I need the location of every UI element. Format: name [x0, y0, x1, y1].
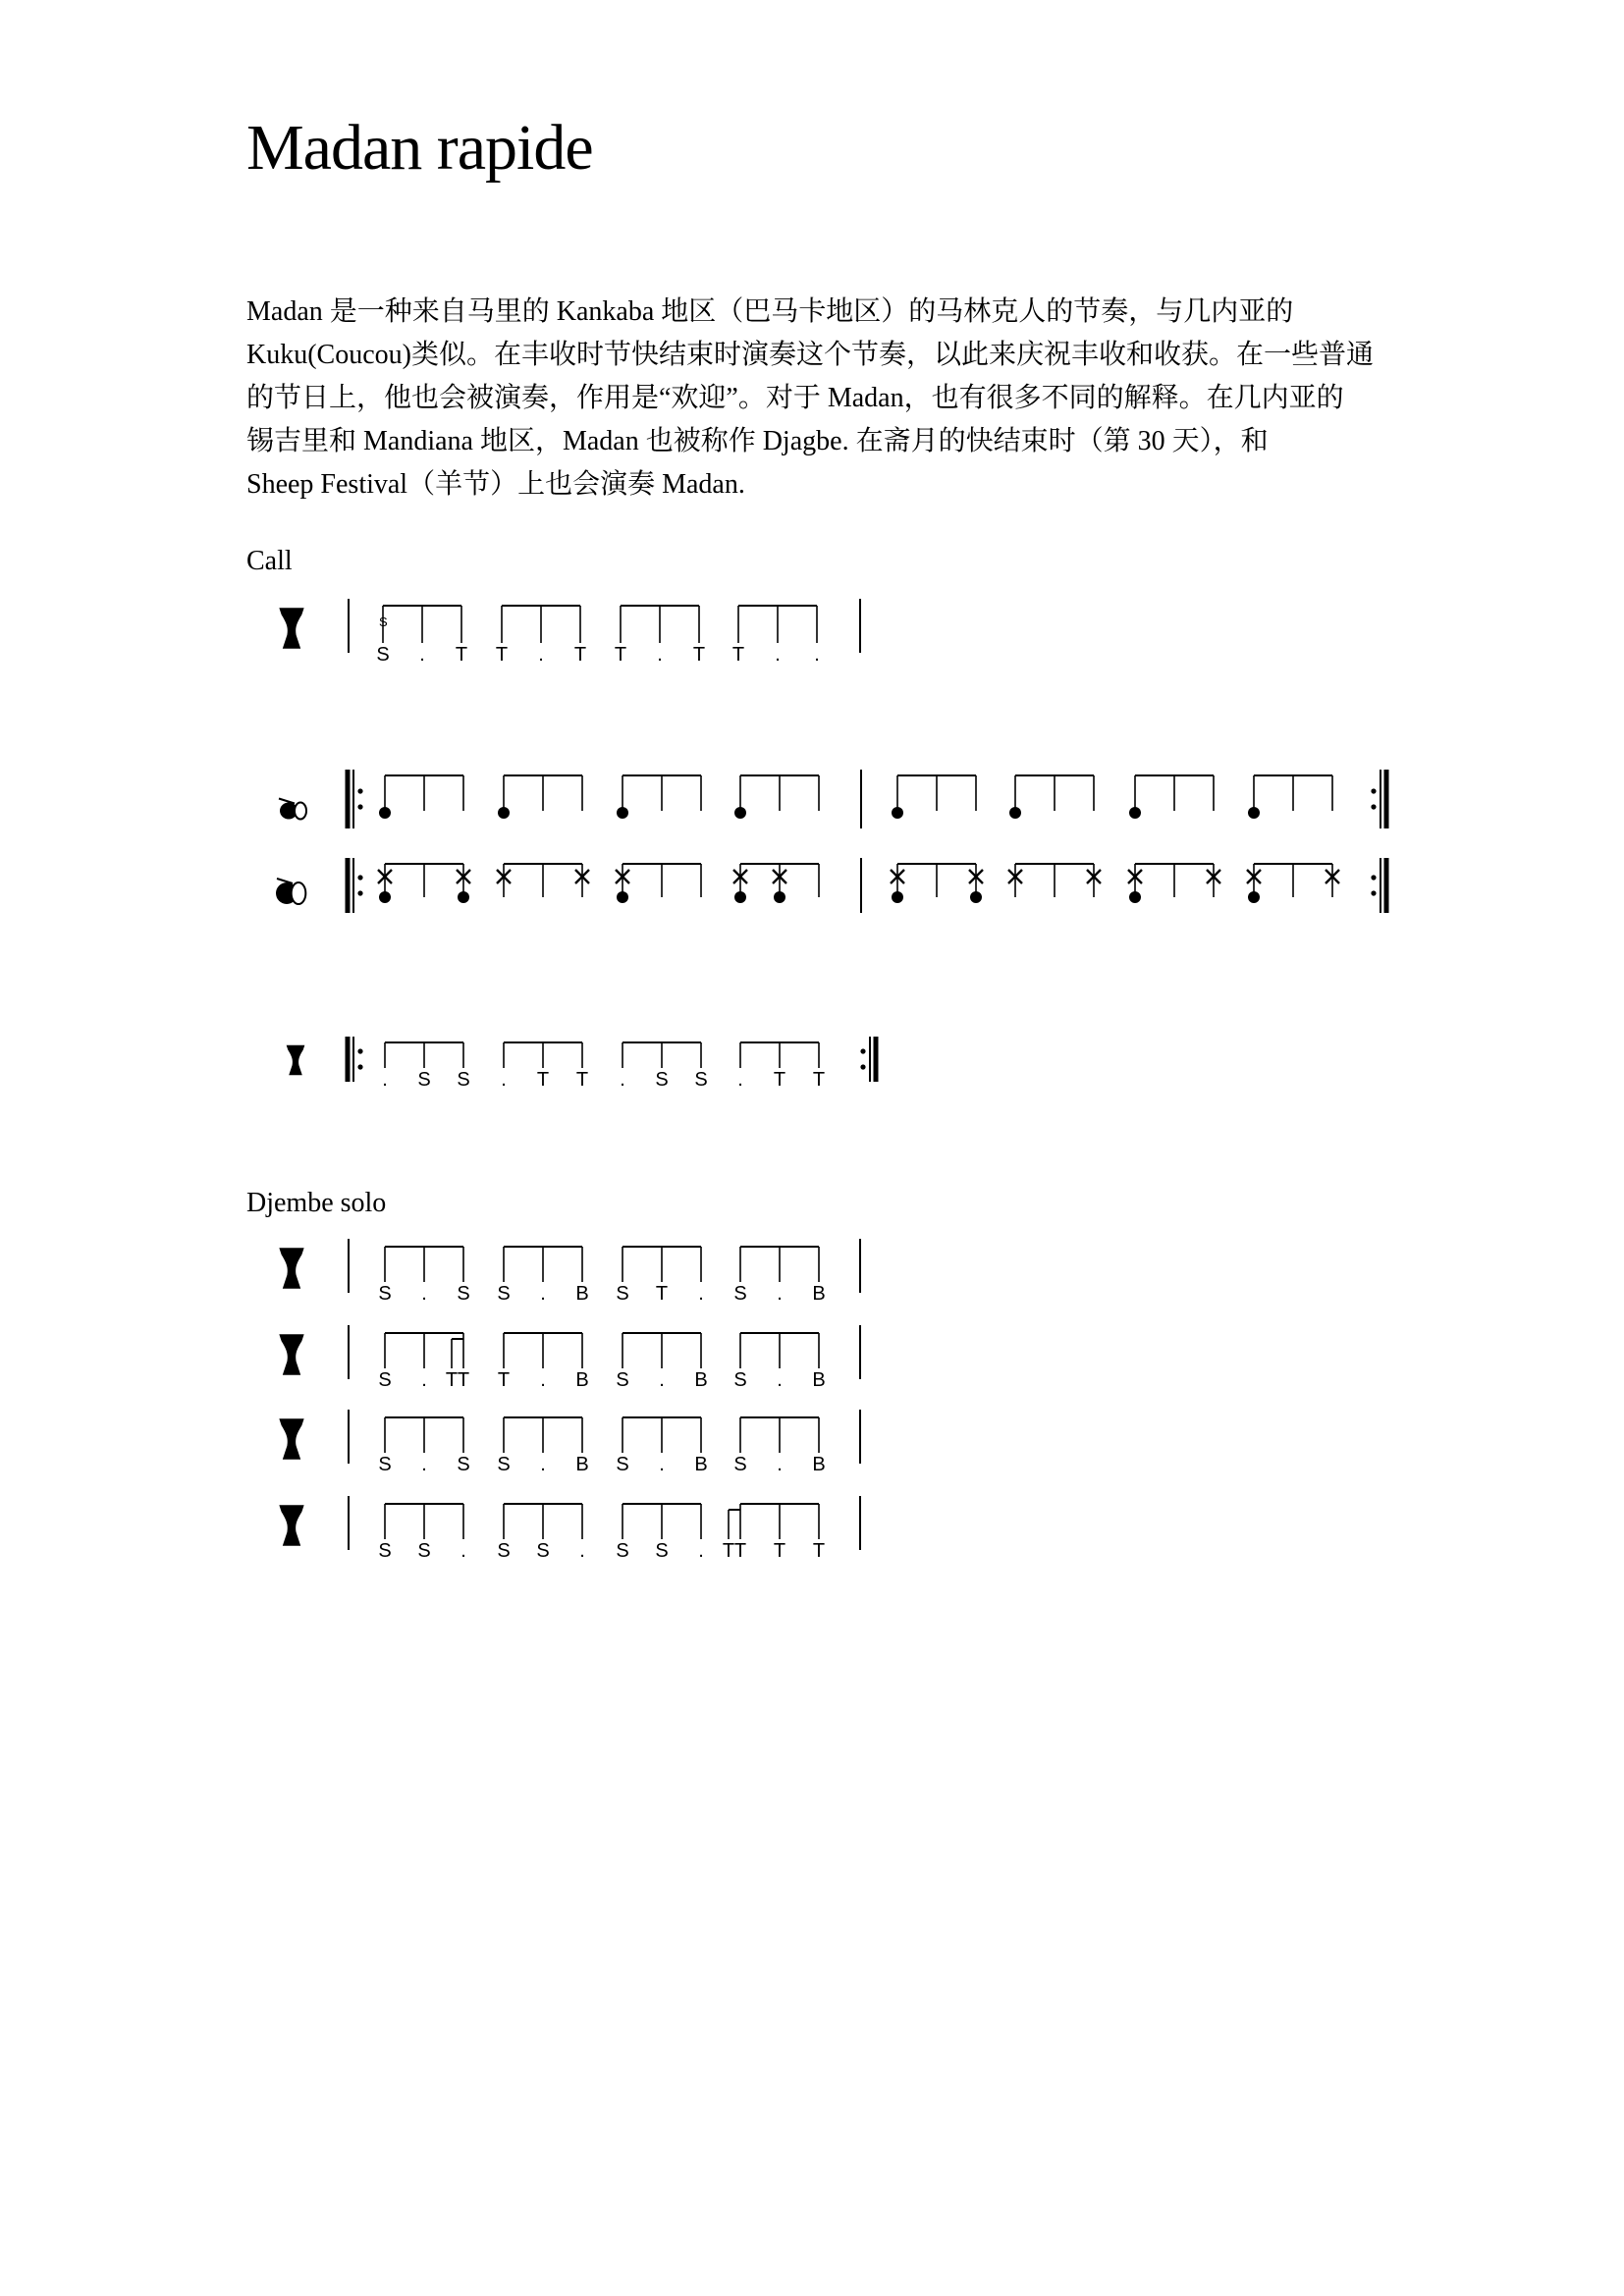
bell-stroke-dot: [498, 807, 510, 819]
djembe-solo-section-label: Djembe solo: [246, 1188, 387, 1218]
note-letter: B: [575, 1283, 589, 1305]
note-letter: S: [655, 1540, 669, 1562]
note-letter: S: [616, 1454, 629, 1475]
note-letter: T: [497, 1369, 511, 1391]
repeat-dot: [1371, 875, 1376, 880]
note-letter: S: [376, 644, 390, 666]
note-letter: S: [733, 1454, 747, 1475]
note-letter: B: [575, 1454, 589, 1475]
note-letter: T: [692, 644, 706, 666]
note-letter: S: [694, 1069, 708, 1091]
note-letter: S: [417, 1069, 431, 1091]
note-letter: T: [812, 1540, 826, 1562]
repeat-dot: [1371, 804, 1376, 809]
note-letter: S: [616, 1283, 629, 1305]
note-letter: T: [722, 1540, 735, 1562]
djembe-icon: [279, 1505, 303, 1545]
note-letter: .: [421, 1369, 427, 1391]
note-letter: S: [497, 1454, 511, 1475]
note-letter: .: [579, 1540, 585, 1562]
repeat-dot: [357, 804, 362, 809]
note-letter: .: [657, 644, 663, 666]
note-letter: .: [419, 644, 425, 666]
note-letter: B: [694, 1369, 708, 1391]
djembe-icon: [279, 1334, 303, 1374]
note-letter: S: [457, 1283, 470, 1305]
repeat-dot: [357, 890, 362, 895]
note-letter: B: [694, 1454, 708, 1475]
bell-stroke-dot: [1009, 807, 1021, 819]
drum-stroke-dot: [1248, 891, 1260, 903]
note-letter: .: [698, 1283, 704, 1305]
note-letter: S: [733, 1283, 747, 1305]
note-letter: .: [540, 1283, 546, 1305]
repeat-dot: [357, 875, 362, 880]
note-letter: B: [812, 1454, 826, 1475]
drum-stroke-dot: [458, 891, 469, 903]
note-letter: .: [777, 1369, 783, 1391]
note-letter: S: [457, 1069, 470, 1091]
djembe-icon: [279, 1248, 303, 1288]
note-letter: T: [812, 1069, 826, 1091]
djembe-icon: [279, 608, 303, 648]
note-letter: T: [575, 1069, 589, 1091]
repeat-dot: [860, 1064, 865, 1069]
note-letter: .: [382, 1069, 388, 1091]
drum-stroke-dot: [1129, 891, 1141, 903]
repeat-dot: [357, 1064, 362, 1069]
drum-stroke-dot: [892, 891, 903, 903]
repeat-dot: [860, 1048, 865, 1053]
grace-note-letter: S: [379, 614, 388, 629]
note-letter: T: [773, 1069, 786, 1091]
bell-stroke-dot: [1129, 807, 1141, 819]
note-letter: .: [737, 1069, 743, 1091]
djembe-icon: [279, 1418, 303, 1459]
intro-line: Kuku(Coucou)类似。在丰收时节快结束时演奏这个节奏，以此来庆祝丰收和收获。在一些普通: [246, 340, 1374, 370]
note-letter: .: [814, 644, 820, 666]
note-letter: B: [812, 1283, 826, 1305]
note-letter: .: [540, 1369, 546, 1391]
note-letter: S: [378, 1369, 392, 1391]
note-letter: T: [457, 1369, 470, 1391]
note-letter: S: [733, 1369, 747, 1391]
note-letter: .: [538, 644, 544, 666]
note-letter: T: [573, 644, 587, 666]
note-letter: S: [497, 1283, 511, 1305]
note-letter: .: [620, 1069, 625, 1091]
note-letter: S: [378, 1283, 392, 1305]
note-letter: .: [540, 1454, 546, 1475]
note-letter: S: [417, 1540, 431, 1562]
bell-stroke-dot: [734, 807, 746, 819]
bell-stroke-dot: [892, 807, 903, 819]
bell-stroke-dot: [379, 807, 391, 819]
note-letter: B: [812, 1369, 826, 1391]
note-letter: .: [698, 1540, 704, 1562]
note-letter: T: [731, 644, 745, 666]
note-letter: .: [501, 1069, 507, 1091]
note-letter: T: [773, 1540, 786, 1562]
dundun-bell-icon: [279, 799, 306, 820]
bell-stroke-dot: [1248, 807, 1260, 819]
bell-stroke-dot: [617, 807, 628, 819]
note-letter: S: [497, 1540, 511, 1562]
note-letter: B: [575, 1369, 589, 1391]
note-letter: .: [659, 1454, 665, 1475]
drum-stroke-dot: [970, 891, 982, 903]
note-letter: .: [777, 1454, 783, 1475]
note-letter: .: [777, 1283, 783, 1305]
note-letter: .: [460, 1540, 466, 1562]
drum-stroke-dot: [774, 891, 785, 903]
djembe-small-icon: [287, 1045, 305, 1076]
note-letter: T: [495, 644, 509, 666]
note-letter: S: [536, 1540, 550, 1562]
intro-line: Madan 是一种来自马里的 Kankaba 地区（巴马卡地区）的马林克人的节奏，与几内亚的: [246, 296, 1294, 327]
call-section-label: Call: [246, 546, 293, 576]
intro-line: Sheep Festival（羊节）上也会演奏 Madan.: [246, 469, 745, 500]
note-letter: .: [775, 644, 781, 666]
note-letter: S: [378, 1540, 392, 1562]
note-letter: S: [616, 1369, 629, 1391]
note-letter: S: [655, 1069, 669, 1091]
note-letter: S: [616, 1540, 629, 1562]
repeat-dot: [1371, 788, 1376, 793]
note-letter: T: [655, 1283, 669, 1305]
note-letter: S: [457, 1454, 470, 1475]
note-letter: S: [378, 1454, 392, 1475]
intro-line: 的节日上，他也会被演奏，作用是“欢迎”。对于 Madan，也有很多不同的解释。在几内亚的: [246, 383, 1344, 413]
intro-line: 锡吉里和 Mandiana 地区，Madan 也被称作 Djagbe. 在斋月的快结束时（第 30 天），和: [246, 426, 1269, 456]
dundun-large-bell-icon: [276, 879, 305, 904]
note-letter: .: [659, 1369, 665, 1391]
note-letter: .: [421, 1454, 427, 1475]
repeat-dot: [357, 1048, 362, 1053]
note-letter: T: [445, 1369, 459, 1391]
drum-stroke-dot: [379, 891, 391, 903]
note-letter: T: [536, 1069, 550, 1091]
page-title: Madan rapide: [246, 112, 593, 184]
repeat-dot: [357, 788, 362, 793]
note-letter: T: [733, 1540, 747, 1562]
repeat-dot: [1371, 890, 1376, 895]
drum-stroke-dot: [734, 891, 746, 903]
note-letter: T: [455, 644, 468, 666]
drum-stroke-dot: [617, 891, 628, 903]
note-letter: T: [614, 644, 627, 666]
note-letter: .: [421, 1283, 427, 1305]
